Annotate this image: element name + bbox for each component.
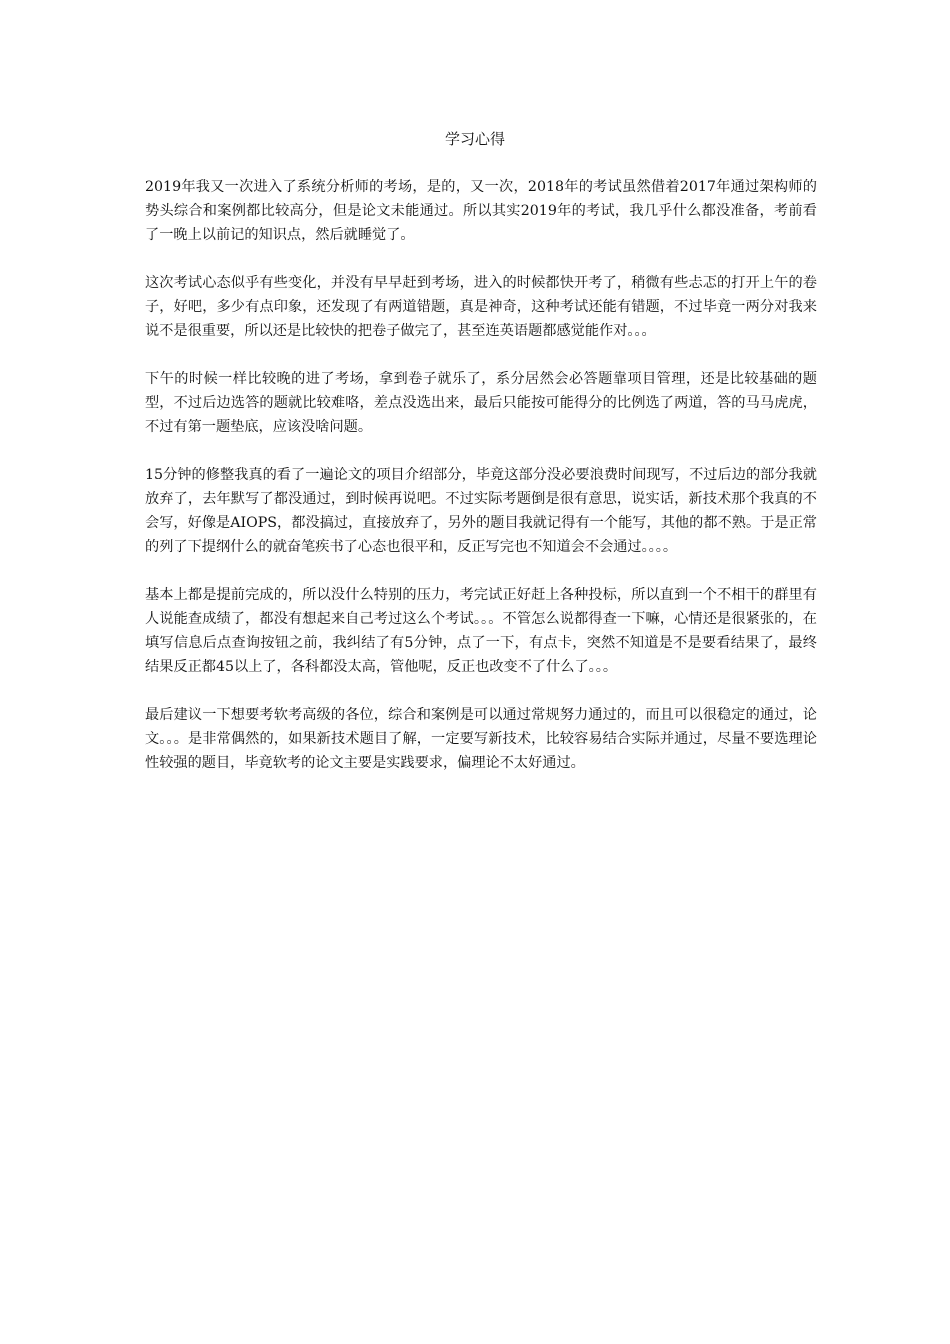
paragraph: 这次考试心态似乎有些变化，并没有早早赶到考场，进入的时候都快开考了，稍微有些忐忑的打开上午的卷子，好吧，多少有点印象，还发现了有两道错题，真是神奇，这种考试还能有错题，不过毕竟一两分对我来说不是很重要，所以还是比较快的把卷子做完了，甚至连英语题都感觉能作对。。。 [145,275,817,339]
document-body [145,175,817,799]
paragraph: 下午的时候一样比较晚的进了考场，拿到卷子就乐了，系分居然会必答题靠项目管理，还是比较基础的题型，不过后边选答的题就比较难咯，差点没选出来，最后只能按可能得分的比例选了两道，答的马马虎虎，不过有第一题垫底，应该没啥问题。 [145,371,817,435]
paragraph: 15分钟的修整我真的看了一遍论文的项目介绍部分，毕竟这部分没必要浪费时间现写，不过后边的部分我就放弃了，去年默写了都没通过，到时候再说吧。不过实际考题倒是很有意思，说实话，新技术那个我真的不会写，好像是AIOPS，都没搞过，直接放弃了，另外的题目我就记得有一个能写，其他的都不熟。于是正常的列了下提纲什么的就奋笔疾书了心态也很平和，反正写完也不知道会不会通过。。。。 [145,467,817,555]
document-title: 学习心得 [444,130,505,148]
paragraph: 最后建议一下想要考软考高级的各位，综合和案例是可以通过常规努力通过的，而且可以很稳定的通过，论文。。。是非常偶然的，如果新技术题目了解，一定要写新技术，比较容易结合实际并通过，尽量不要选理论性较强的题目，毕竟软考的论文主要是实践要求，偏理论不太好通过。 [145,707,817,771]
paragraph: 2019年我又一次进入了系统分析师的考场，是的，又一次，2018年的考试虽然借着2017年通过架构师的势头综合和案例都比较高分，但是论文未能通过。所以其实2019年的考试，我几乎什么都没准备，考前看了一晚上以前记的知识点，然后就睡觉了。 [145,179,817,243]
paragraph: 基本上都是提前完成的，所以没什么特别的压力，考完试正好赶上各种投标，所以直到一个不相干的群里有人说能查成绩了，都没有想起来自己考过这么个考试。。。不管怎么说都得查一下嘛，心情还是很紧张的，在填写信息后点查询按钮之前，我纠结了有5分钟，点了一下，有点卡，突然不知道是不是要看结果了，最终结果反正都45以上了，各科都没太高，管他呢，反正也改变不了什么了。。。 [145,587,817,675]
